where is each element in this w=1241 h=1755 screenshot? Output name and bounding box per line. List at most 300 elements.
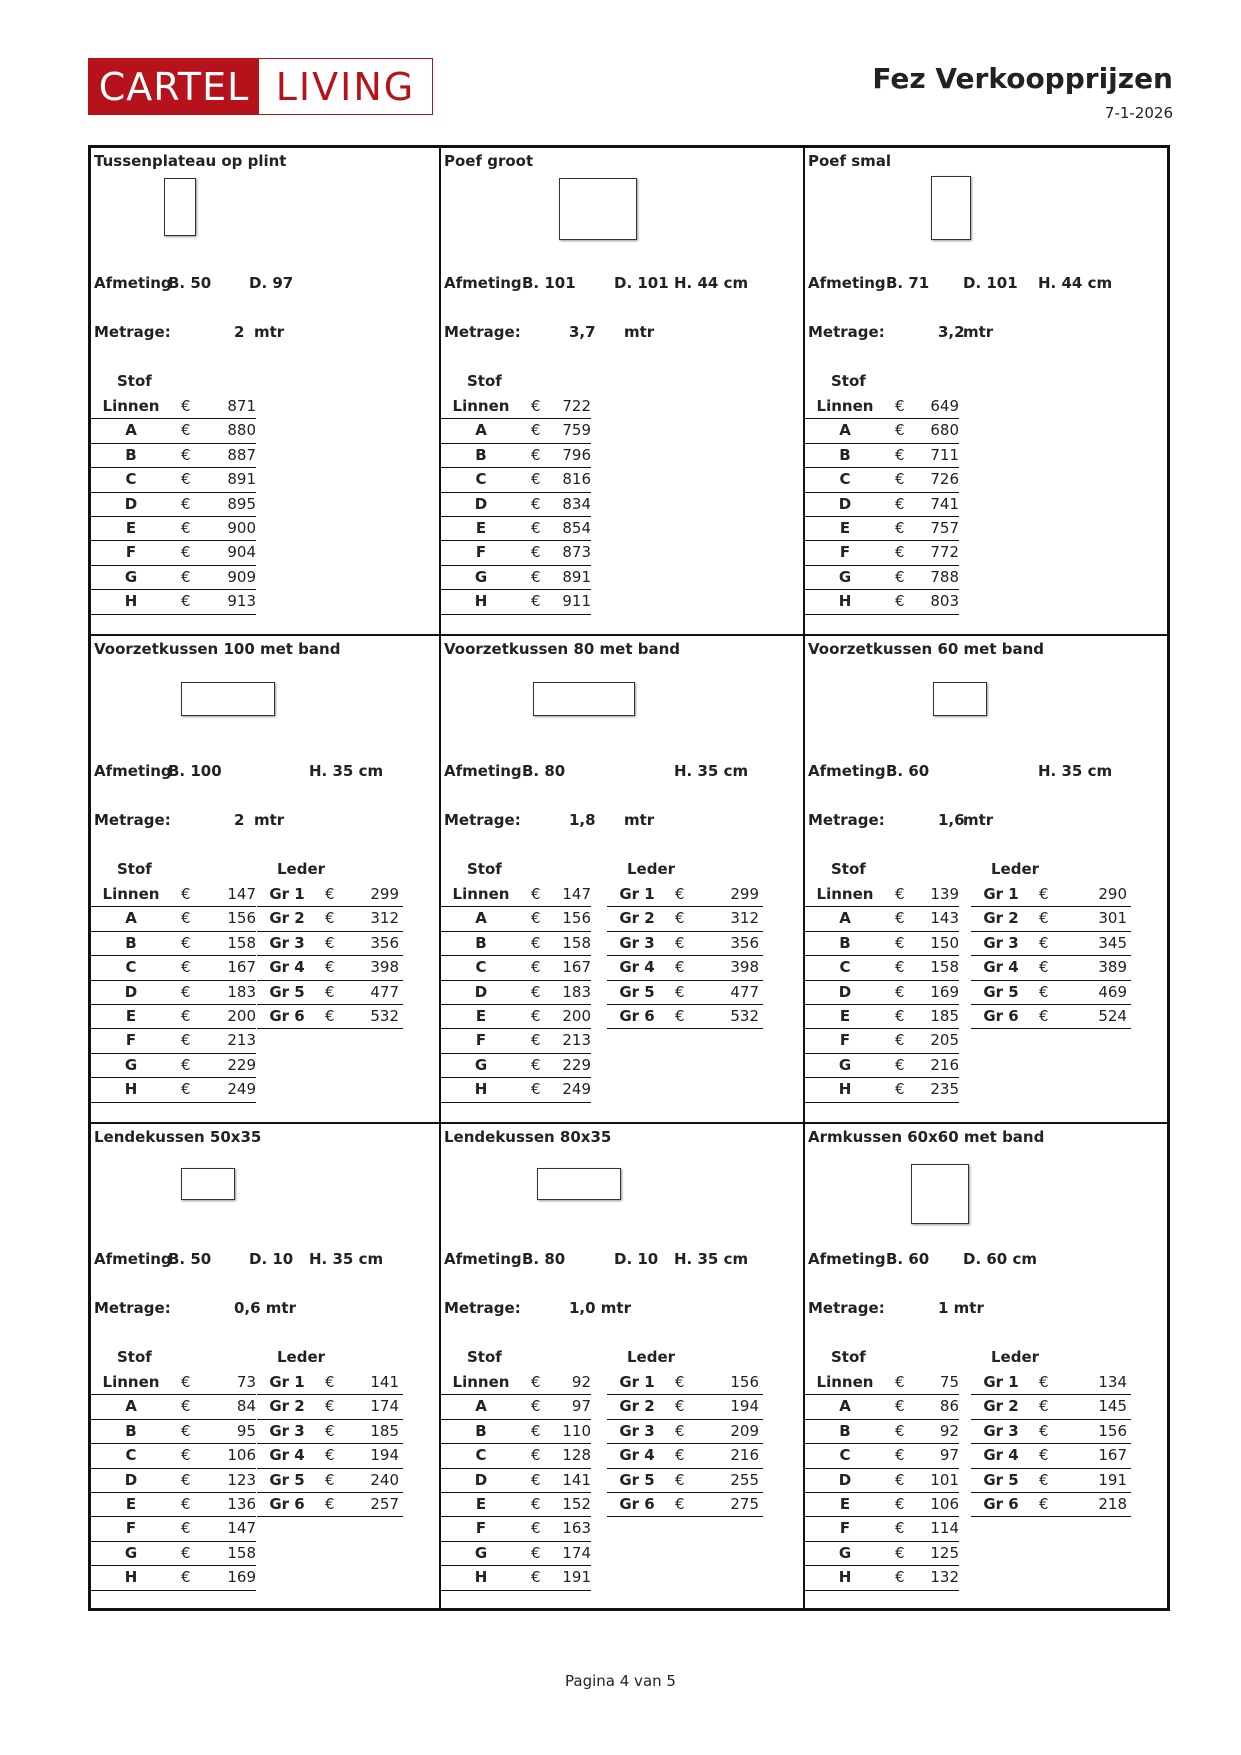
stof-price: 167 bbox=[227, 958, 256, 977]
stof-price: 680 bbox=[930, 421, 959, 440]
price-table bbox=[441, 883, 591, 1103]
table-row bbox=[607, 907, 763, 931]
stof-price: 110 bbox=[562, 1421, 591, 1440]
leder-price: 174 bbox=[370, 1397, 399, 1416]
currency-symbol: € bbox=[531, 1421, 541, 1440]
leder-price: 312 bbox=[730, 909, 759, 928]
table-row bbox=[971, 1493, 1131, 1517]
currency-symbol: € bbox=[181, 1519, 191, 1538]
product-cell bbox=[91, 636, 441, 1124]
product-cell bbox=[805, 148, 1167, 636]
stof-price: 803 bbox=[930, 592, 959, 611]
currency-symbol: € bbox=[895, 958, 905, 977]
stof-group: Linnen bbox=[816, 885, 874, 903]
leder-price: 209 bbox=[730, 1421, 759, 1440]
stof-heading: Stof bbox=[467, 372, 502, 390]
stof-price: 169 bbox=[930, 982, 959, 1001]
currency-symbol: € bbox=[181, 494, 191, 513]
stof-price: 871 bbox=[227, 397, 256, 415]
stof-group: B bbox=[125, 933, 137, 952]
table-row bbox=[91, 541, 256, 565]
stof-group: Linnen bbox=[816, 1373, 874, 1391]
stof-price: 136 bbox=[227, 1494, 256, 1513]
stof-price: 147 bbox=[227, 1519, 256, 1538]
currency-symbol: € bbox=[675, 982, 685, 1001]
stof-price: 158 bbox=[227, 933, 256, 952]
table-row bbox=[441, 1395, 591, 1419]
stof-group: Linnen bbox=[102, 1373, 160, 1391]
table-row bbox=[441, 468, 591, 492]
table-row bbox=[441, 1444, 591, 1468]
product-image bbox=[931, 176, 971, 240]
currency-symbol: € bbox=[1039, 1470, 1049, 1489]
leder-group: Gr 2 bbox=[619, 909, 655, 928]
currency-symbol: € bbox=[1039, 1397, 1049, 1416]
table-row bbox=[805, 1420, 959, 1444]
table-row bbox=[441, 1029, 591, 1053]
currency-symbol: € bbox=[531, 1373, 541, 1391]
width-value: B. 80 bbox=[522, 762, 566, 780]
stof-price: 235 bbox=[930, 1080, 959, 1099]
currency-symbol: € bbox=[1039, 1006, 1049, 1025]
table-row bbox=[805, 956, 959, 980]
currency-symbol: € bbox=[325, 958, 335, 977]
table-row bbox=[607, 1420, 763, 1444]
currency-symbol: € bbox=[531, 1080, 541, 1099]
leder-group: Gr 2 bbox=[269, 909, 305, 928]
stof-price: 249 bbox=[562, 1080, 591, 1099]
currency-symbol: € bbox=[181, 445, 191, 464]
product-cell bbox=[805, 636, 1167, 1124]
table-row bbox=[441, 1517, 591, 1541]
stof-price: 741 bbox=[930, 494, 959, 513]
table-row bbox=[91, 395, 256, 419]
leder-price: 312 bbox=[370, 909, 399, 928]
table-row bbox=[91, 907, 256, 931]
metrage-label: Metrage: bbox=[808, 1299, 885, 1317]
afmeting-label: Afmeting bbox=[808, 1250, 886, 1268]
stof-price: 205 bbox=[930, 1031, 959, 1050]
table-row bbox=[91, 517, 256, 541]
stof-group: Linnen bbox=[452, 397, 510, 415]
currency-symbol: € bbox=[181, 567, 191, 586]
product-name: Tussenplateau op plint bbox=[94, 152, 287, 170]
stof-group: D bbox=[124, 494, 138, 513]
stof-price: 158 bbox=[930, 958, 959, 977]
leder-group: Gr 3 bbox=[983, 933, 1019, 952]
leder-group: Gr 6 bbox=[983, 1494, 1019, 1513]
page-date: 7-1-2026 bbox=[1104, 104, 1173, 122]
stof-group: D bbox=[124, 982, 138, 1001]
leder-group: Gr 1 bbox=[619, 1373, 655, 1391]
currency-symbol: € bbox=[531, 933, 541, 952]
leder-group: Gr 1 bbox=[983, 885, 1019, 903]
stof-price: 759 bbox=[562, 421, 591, 440]
table-row bbox=[257, 932, 403, 956]
currency-symbol: € bbox=[895, 1055, 905, 1074]
leder-group: Gr 5 bbox=[983, 1470, 1019, 1489]
stof-group: E bbox=[125, 518, 137, 537]
stof-group: H bbox=[474, 592, 488, 611]
afmeting-label: Afmeting bbox=[808, 762, 886, 780]
stof-price: 726 bbox=[930, 470, 959, 489]
leder-price: 299 bbox=[370, 885, 399, 903]
leder-group: Gr 1 bbox=[619, 885, 655, 903]
leder-group: Gr 4 bbox=[269, 958, 305, 977]
price-table bbox=[91, 883, 256, 1103]
currency-symbol: € bbox=[675, 1397, 685, 1416]
leder-group: Gr 4 bbox=[269, 1446, 305, 1465]
stof-price: 84 bbox=[236, 1397, 256, 1416]
stof-price: 200 bbox=[562, 1006, 591, 1025]
leder-group: Gr 6 bbox=[269, 1006, 305, 1025]
currency-symbol: € bbox=[325, 1421, 335, 1440]
afmeting-label: Afmeting bbox=[444, 1250, 522, 1268]
metrage-unit: mtr bbox=[624, 811, 655, 829]
stof-group: B bbox=[475, 933, 487, 952]
currency-symbol: € bbox=[181, 1055, 191, 1074]
table-row bbox=[971, 1469, 1131, 1493]
table-row bbox=[607, 1005, 763, 1029]
stof-group: G bbox=[124, 1543, 138, 1562]
currency-symbol: € bbox=[895, 885, 905, 903]
currency-symbol: € bbox=[181, 1543, 191, 1562]
leder-price: 356 bbox=[730, 933, 759, 952]
metrage-unit: mtr bbox=[254, 811, 285, 829]
leder-group: Gr 6 bbox=[619, 1494, 655, 1513]
stof-price: 796 bbox=[562, 445, 591, 464]
width-value: B. 50 bbox=[168, 274, 212, 292]
currency-symbol: € bbox=[895, 421, 905, 440]
stof-group: D bbox=[474, 982, 488, 1001]
stof-group: F bbox=[839, 543, 851, 562]
stof-price: 904 bbox=[227, 543, 256, 562]
stof-price: 772 bbox=[930, 543, 959, 562]
stof-group: A bbox=[839, 1397, 851, 1416]
leder-price: 398 bbox=[730, 958, 759, 977]
currency-symbol: € bbox=[181, 885, 191, 903]
metrage-unit: mtr bbox=[963, 323, 994, 341]
stof-group: H bbox=[124, 1568, 138, 1587]
leder-price: 345 bbox=[1098, 933, 1127, 952]
page-title: Fez Verkoopprijzen bbox=[872, 62, 1173, 95]
currency-symbol: € bbox=[1039, 909, 1049, 928]
stof-heading: Stof bbox=[467, 1348, 502, 1366]
metrage-label: Metrage: bbox=[444, 323, 521, 341]
leder-price: 194 bbox=[730, 1397, 759, 1416]
table-row bbox=[441, 1420, 591, 1444]
currency-symbol: € bbox=[895, 445, 905, 464]
currency-symbol: € bbox=[895, 1494, 905, 1513]
stof-heading: Stof bbox=[117, 860, 152, 878]
table-row bbox=[441, 590, 591, 614]
table-row bbox=[805, 1542, 959, 1566]
leder-group: Gr 3 bbox=[619, 1421, 655, 1440]
currency-symbol: € bbox=[325, 982, 335, 1001]
table-row bbox=[91, 590, 256, 614]
stof-group: E bbox=[125, 1006, 137, 1025]
table-row bbox=[441, 956, 591, 980]
leder-price: 216 bbox=[730, 1446, 759, 1465]
leder-price: 240 bbox=[370, 1470, 399, 1489]
stof-group: G bbox=[838, 1055, 852, 1074]
stof-price: 106 bbox=[930, 1494, 959, 1513]
price-table bbox=[91, 395, 256, 615]
metrage-label: Metrage: bbox=[808, 811, 885, 829]
stof-price: 114 bbox=[930, 1519, 959, 1538]
currency-symbol: € bbox=[895, 494, 905, 513]
currency-symbol: € bbox=[895, 1421, 905, 1440]
stof-price: 97 bbox=[939, 1446, 959, 1465]
table-row bbox=[805, 541, 959, 565]
currency-symbol: € bbox=[1039, 982, 1049, 1001]
currency-symbol: € bbox=[531, 397, 541, 415]
currency-symbol: € bbox=[181, 397, 191, 415]
depth-value: D. 10 bbox=[249, 1250, 294, 1268]
table-row bbox=[91, 883, 256, 907]
table-row bbox=[441, 1054, 591, 1078]
currency-symbol: € bbox=[675, 885, 685, 903]
table-row bbox=[91, 468, 256, 492]
leder-group: Gr 3 bbox=[983, 1421, 1019, 1440]
leder-table bbox=[971, 1371, 1131, 1517]
stof-group: A bbox=[125, 421, 137, 440]
table-row bbox=[441, 1005, 591, 1029]
table-row bbox=[91, 1420, 256, 1444]
table-row bbox=[971, 956, 1131, 980]
table-row bbox=[257, 1444, 403, 1468]
stof-group: H bbox=[124, 1080, 138, 1099]
stof-price: 125 bbox=[930, 1543, 959, 1562]
stof-price: 891 bbox=[227, 470, 256, 489]
stof-price: 143 bbox=[930, 909, 959, 928]
stof-price: 216 bbox=[930, 1055, 959, 1074]
stof-price: 73 bbox=[236, 1373, 256, 1391]
currency-symbol: € bbox=[181, 909, 191, 928]
stof-price: 185 bbox=[930, 1006, 959, 1025]
currency-symbol: € bbox=[895, 1373, 905, 1391]
leder-heading: Leder bbox=[627, 860, 676, 878]
stof-heading: Stof bbox=[831, 372, 866, 390]
stof-price: 150 bbox=[930, 933, 959, 952]
stof-group: D bbox=[838, 982, 852, 1001]
depth-value: D. 60 cm bbox=[963, 1250, 1037, 1268]
height-value: H. 35 cm bbox=[309, 1250, 384, 1268]
currency-symbol: € bbox=[325, 885, 335, 903]
currency-symbol: € bbox=[531, 518, 541, 537]
metrage-label: Metrage: bbox=[444, 1299, 521, 1317]
leder-group: Gr 4 bbox=[983, 958, 1019, 977]
table-row bbox=[257, 956, 403, 980]
metrage-value: 3,2 bbox=[938, 323, 965, 341]
stof-heading: Stof bbox=[831, 1348, 866, 1366]
stof-group: C bbox=[475, 1446, 487, 1465]
table-row bbox=[805, 1029, 959, 1053]
stof-price: 174 bbox=[562, 1543, 591, 1562]
stof-group: E bbox=[839, 518, 851, 537]
currency-symbol: € bbox=[325, 1006, 335, 1025]
leder-price: 134 bbox=[1098, 1373, 1127, 1391]
product-cell bbox=[441, 1124, 805, 1608]
metrage-unit: mtr bbox=[624, 323, 655, 341]
metrage-unit: mtr bbox=[254, 323, 285, 341]
table-row bbox=[91, 981, 256, 1005]
price-table bbox=[805, 1371, 959, 1591]
stof-price: 97 bbox=[571, 1397, 591, 1416]
currency-symbol: € bbox=[531, 445, 541, 464]
table-row bbox=[441, 517, 591, 541]
stof-group: Linnen bbox=[816, 397, 874, 415]
table-row bbox=[91, 1469, 256, 1493]
stof-group: H bbox=[838, 1568, 852, 1587]
afmeting-label: Afmeting bbox=[94, 1250, 172, 1268]
table-row bbox=[91, 566, 256, 590]
stof-price: 854 bbox=[562, 518, 591, 537]
stof-group: G bbox=[124, 567, 138, 586]
table-row bbox=[441, 566, 591, 590]
currency-symbol: € bbox=[1039, 1494, 1049, 1513]
stof-price: 156 bbox=[227, 909, 256, 928]
table-row bbox=[971, 907, 1131, 931]
stof-group: C bbox=[839, 470, 851, 489]
table-row bbox=[91, 1371, 256, 1395]
table-row bbox=[91, 1493, 256, 1517]
currency-symbol: € bbox=[1039, 933, 1049, 952]
leder-group: Gr 3 bbox=[619, 933, 655, 952]
stof-group: E bbox=[475, 1494, 487, 1513]
height-value: H. 35 cm bbox=[309, 762, 384, 780]
table-row bbox=[441, 1493, 591, 1517]
leder-price: 301 bbox=[1098, 909, 1127, 928]
depth-value: D. 97 bbox=[249, 274, 294, 292]
currency-symbol: € bbox=[181, 1006, 191, 1025]
currency-symbol: € bbox=[181, 1080, 191, 1099]
table-row bbox=[91, 1566, 256, 1590]
stof-group: D bbox=[474, 494, 488, 513]
currency-symbol: € bbox=[181, 518, 191, 537]
stof-price: 95 bbox=[236, 1421, 256, 1440]
currency-symbol: € bbox=[895, 1568, 905, 1587]
currency-symbol: € bbox=[531, 909, 541, 928]
leder-group: Gr 6 bbox=[983, 1006, 1019, 1025]
stof-group: F bbox=[125, 1031, 137, 1050]
currency-symbol: € bbox=[531, 592, 541, 611]
table-row bbox=[805, 1566, 959, 1590]
stof-heading: Stof bbox=[117, 1348, 152, 1366]
metrage-label: Metrage: bbox=[94, 323, 171, 341]
table-row bbox=[257, 1469, 403, 1493]
leder-table bbox=[607, 1371, 763, 1517]
afmeting-label: Afmeting bbox=[94, 274, 172, 292]
stof-price: 911 bbox=[562, 592, 591, 611]
currency-symbol: € bbox=[895, 518, 905, 537]
leder-price: 469 bbox=[1098, 982, 1127, 1001]
currency-symbol: € bbox=[181, 1373, 191, 1391]
table-row bbox=[607, 981, 763, 1005]
leder-group: Gr 6 bbox=[619, 1006, 655, 1025]
stof-price: 141 bbox=[562, 1470, 591, 1489]
leder-group: Gr 2 bbox=[269, 1397, 305, 1416]
stof-price: 229 bbox=[562, 1055, 591, 1074]
stof-group: F bbox=[475, 1519, 487, 1538]
stof-group: D bbox=[838, 494, 852, 513]
height-value: H. 44 cm bbox=[1038, 274, 1113, 292]
table-row bbox=[91, 493, 256, 517]
currency-symbol: € bbox=[325, 1373, 335, 1391]
table-row bbox=[805, 932, 959, 956]
leder-heading: Leder bbox=[627, 1348, 676, 1366]
currency-symbol: € bbox=[531, 958, 541, 977]
currency-symbol: € bbox=[895, 397, 905, 415]
leder-group: Gr 5 bbox=[619, 982, 655, 1001]
stof-group: H bbox=[474, 1568, 488, 1587]
table-row bbox=[607, 1444, 763, 1468]
table-row bbox=[441, 541, 591, 565]
currency-symbol: € bbox=[325, 909, 335, 928]
currency-symbol: € bbox=[895, 1470, 905, 1489]
table-row bbox=[257, 1371, 403, 1395]
stof-group: G bbox=[838, 567, 852, 586]
currency-symbol: € bbox=[181, 1470, 191, 1489]
leder-group: Gr 4 bbox=[619, 1446, 655, 1465]
stof-group: H bbox=[474, 1080, 488, 1099]
leder-group: Gr 5 bbox=[269, 982, 305, 1001]
stof-group: A bbox=[839, 421, 851, 440]
leder-group: Gr 5 bbox=[269, 1470, 305, 1489]
table-row bbox=[971, 1444, 1131, 1468]
product-name: Voorzetkussen 60 met band bbox=[808, 640, 1045, 658]
table-row bbox=[971, 1371, 1131, 1395]
metrage-value: 1 mtr bbox=[938, 1299, 984, 1317]
stof-group: H bbox=[124, 592, 138, 611]
stof-price: 722 bbox=[562, 397, 591, 415]
stof-group: B bbox=[839, 445, 851, 464]
leder-group: Gr 4 bbox=[619, 958, 655, 977]
width-value: B. 80 bbox=[522, 1250, 566, 1268]
table-row bbox=[91, 1395, 256, 1419]
table-row bbox=[441, 1566, 591, 1590]
stof-price: 909 bbox=[227, 567, 256, 586]
currency-symbol: € bbox=[895, 543, 905, 562]
stof-price: 213 bbox=[227, 1031, 256, 1050]
currency-symbol: € bbox=[531, 1031, 541, 1050]
price-table bbox=[91, 1371, 256, 1591]
product-name: Poef groot bbox=[444, 152, 534, 170]
stof-group: D bbox=[838, 1470, 852, 1489]
height-value: H. 35 cm bbox=[1038, 762, 1113, 780]
stof-group: C bbox=[125, 470, 137, 489]
leder-group: Gr 4 bbox=[983, 1446, 1019, 1465]
stof-price: 132 bbox=[930, 1568, 959, 1587]
stof-price: 913 bbox=[227, 592, 256, 611]
stof-group: C bbox=[475, 470, 487, 489]
currency-symbol: € bbox=[895, 1543, 905, 1562]
currency-symbol: € bbox=[181, 1421, 191, 1440]
depth-value: D. 101 bbox=[614, 274, 669, 292]
currency-symbol: € bbox=[181, 1568, 191, 1587]
currency-symbol: € bbox=[531, 1494, 541, 1513]
brand-logo-left: CARTEL bbox=[89, 59, 259, 114]
stof-group: Linnen bbox=[452, 1373, 510, 1391]
currency-symbol: € bbox=[895, 1080, 905, 1099]
table-row bbox=[607, 1371, 763, 1395]
stof-group: F bbox=[839, 1031, 851, 1050]
table-row bbox=[441, 932, 591, 956]
table-row bbox=[607, 883, 763, 907]
leder-price: 156 bbox=[730, 1373, 759, 1391]
stof-group: Linnen bbox=[102, 885, 160, 903]
currency-symbol: € bbox=[531, 1568, 541, 1587]
